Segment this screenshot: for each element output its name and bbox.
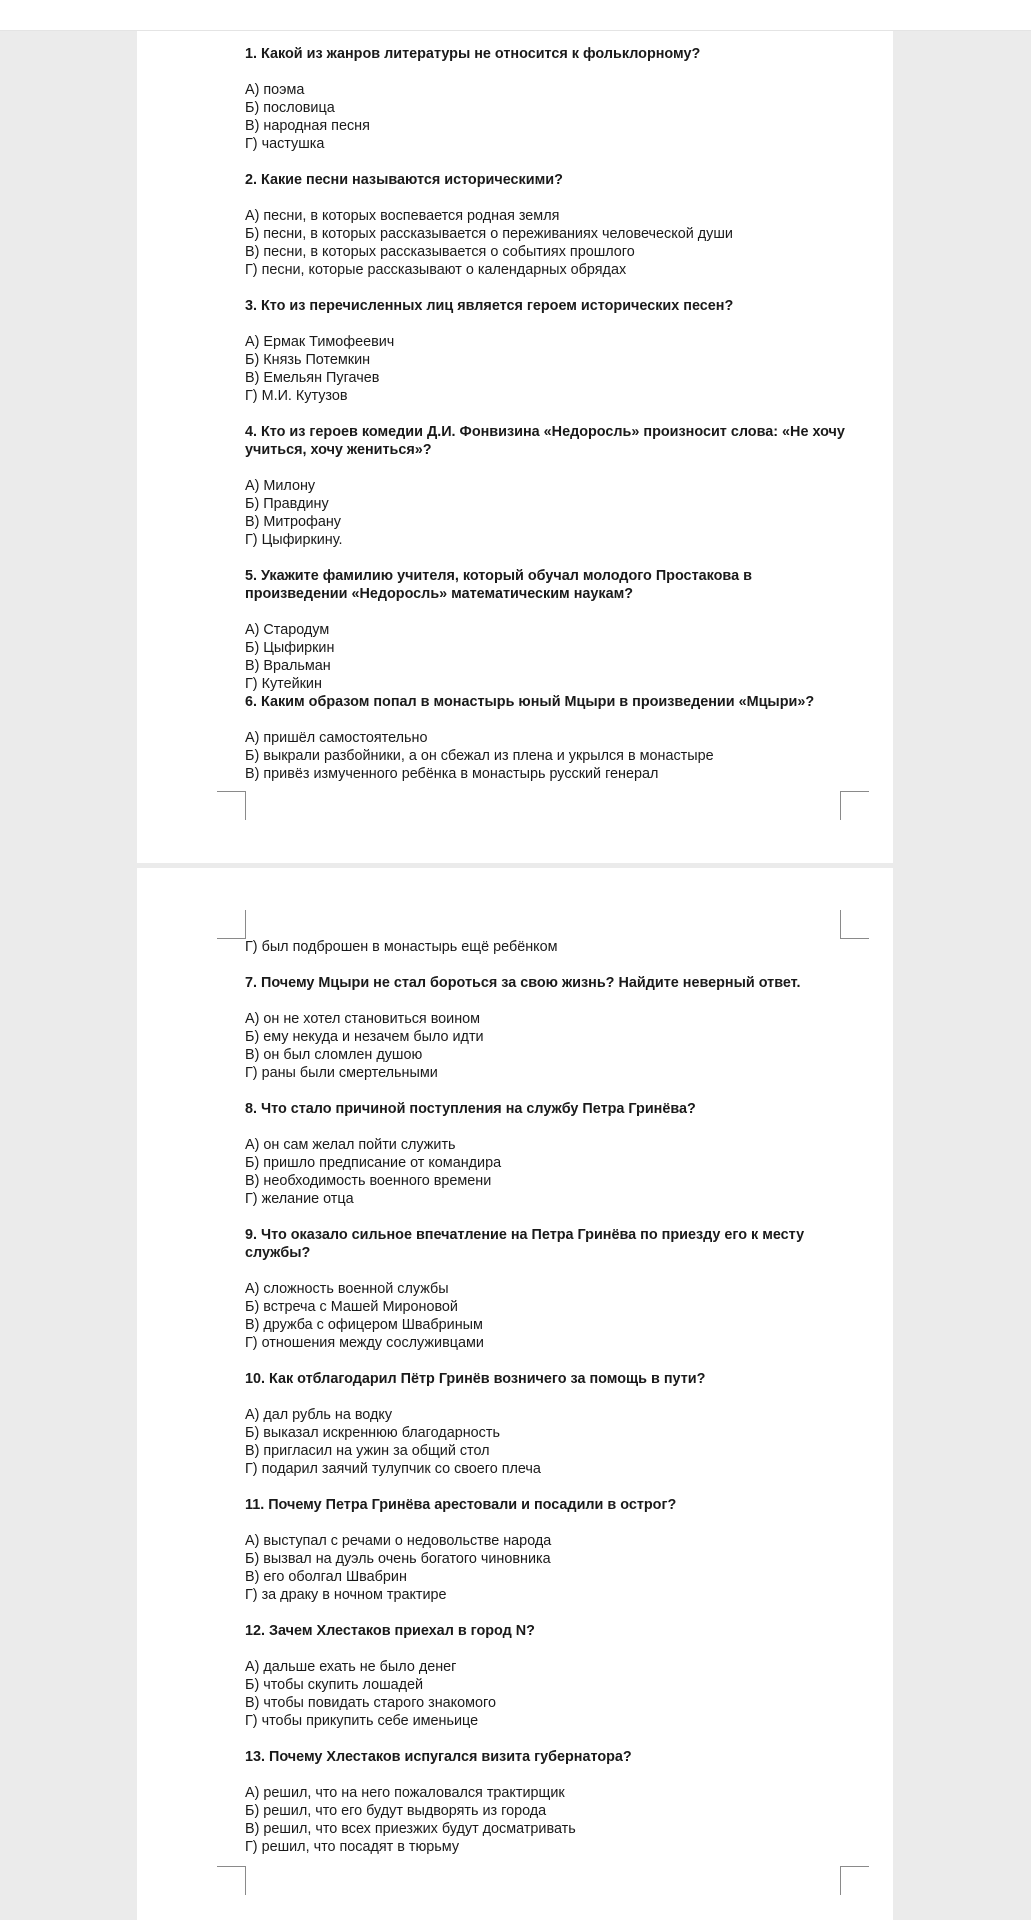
question-text: 2. Какие песни называются историческими? <box>245 172 563 188</box>
answer-option: Г) частушка <box>245 136 325 152</box>
question-text: 3. Кто из перечисленных лиц является героем исторических песен? <box>245 298 734 314</box>
answer-option: Б) чтобы скупить лошадей <box>245 1677 424 1693</box>
document-page-2 <box>137 868 893 1920</box>
answer-option: Б) ему некуда и незачем было идти <box>245 1029 484 1045</box>
answer-option: А) поэма <box>245 82 305 98</box>
question-block <box>245 567 845 693</box>
question-block <box>245 693 845 783</box>
document-page-1 <box>137 31 893 863</box>
answer-option: А) выступал с речами о недовольстве народа <box>245 1533 552 1549</box>
answer-option: В) Емельян Пугачев <box>245 370 380 386</box>
answer-option: А) дальше ехать не было денег <box>245 1659 457 1675</box>
answer-option: А) Милону <box>245 478 316 494</box>
answer-option: А) дал рубль на водку <box>245 1407 393 1423</box>
answer-options <box>245 1136 845 1208</box>
answer-options <box>245 621 845 693</box>
answer-option: Б) выкрали разбойники, а он сбежал из плена и укрылся в монастыре <box>245 748 714 764</box>
answer-option: Г) решил, что посадят в тюрьму <box>245 1839 460 1855</box>
answer-option: Б) Правдину <box>245 496 329 512</box>
question-text: 12. Зачем Хлестаков приехал в город N? <box>245 1623 535 1639</box>
answer-option: Г) отношения между сослуживцами <box>245 1335 484 1351</box>
question-block <box>245 1226 845 1352</box>
margin-corner-top-left <box>217 910 246 939</box>
answer-option: В) Митрофану <box>245 514 341 530</box>
answer-option: Б) пословица <box>245 100 335 116</box>
page-1-content <box>245 45 845 801</box>
question-block <box>245 1748 845 1856</box>
answer-option: В) его оболгал Швабрин <box>245 1569 407 1585</box>
answer-option: Б) Князь Потемкин <box>245 352 371 368</box>
answer-option: Г) раны были смертельными <box>245 1065 438 1081</box>
answer-option: А) решил, что на него пожаловался трактирщик <box>245 1785 565 1801</box>
question-text: 11. Почему Петра Гринёва арестовали и посадили в острог? <box>245 1497 677 1513</box>
margin-corner-bottom-right <box>840 791 869 820</box>
answer-option: А) Ермак Тимофеевич <box>245 334 395 350</box>
answer-option: В) он был сломлен душою <box>245 1047 423 1063</box>
margin-corner-bottom-left <box>217 791 246 820</box>
answer-option: В) Вральман <box>245 658 331 674</box>
question-text: 8. Что стало причиной поступления на службу Петра Гринёва? <box>245 1101 696 1117</box>
question-block <box>245 423 845 549</box>
answer-options <box>245 477 845 549</box>
margin-corner-bottom-right <box>840 1866 869 1895</box>
answer-options <box>245 333 845 405</box>
answer-option: Б) Цыфиркин <box>245 640 335 656</box>
question-block <box>245 45 845 153</box>
answer-options <box>245 1010 845 1082</box>
answer-options <box>245 1406 845 1478</box>
question-block <box>245 1100 845 1208</box>
answer-options <box>245 1658 845 1730</box>
margin-corner-top-right <box>840 910 869 939</box>
answer-option: Б) решил, что его будут выдворять из города <box>245 1803 547 1819</box>
question-text: 10. Как отблагодарил Пётр Гринёв возничего за помощь в пути? <box>245 1371 706 1387</box>
answer-option: А) пришёл самостоятельно <box>245 730 428 746</box>
answer-option: Г) Цыфиркину. <box>245 532 343 548</box>
question-block <box>245 1496 845 1604</box>
answer-option: В) чтобы повидать старого знакомого <box>245 1695 496 1711</box>
top-toolbar-strip <box>0 0 1031 31</box>
answer-options <box>245 207 845 279</box>
question-text: 7. Почему Мцыри не стал бороться за свою жизнь? Найдите неверный ответ. <box>245 975 801 991</box>
answer-option: Г) чтобы прикупить себе именьице <box>245 1713 479 1729</box>
question-text: 1. Какой из жанров литературы не относится к фольклорному? <box>245 46 701 62</box>
answer-option: Б) песни, в которых рассказывается о переживаниях человеческой души <box>245 226 733 242</box>
question-block <box>245 297 845 405</box>
continued-option: Г) был подброшен в монастырь ещё ребёнком <box>245 939 558 955</box>
question-block <box>245 171 845 279</box>
question-text: 13. Почему Хлестаков испугался визита губернатора? <box>245 1749 632 1765</box>
answer-option: Б) выказал искреннюю благодарность <box>245 1425 500 1441</box>
answer-option: Г) Кутейкин <box>245 676 322 692</box>
answer-option: Г) подарил заячий тулупчик со своего плеча <box>245 1461 541 1477</box>
answer-option: А) он сам желал пойти служить <box>245 1137 456 1153</box>
answer-options <box>245 81 845 153</box>
answer-option: Б) встреча с Машей Мироновой <box>245 1299 458 1315</box>
question-block <box>245 974 845 1082</box>
question-text: 4. Кто из героев комедии Д.И. Фонвизина «Недоросль» произносит слова: «Не хочу учиться, хочу жениться»? <box>245 424 845 458</box>
answer-option: Г) за драку в ночном трактире <box>245 1587 447 1603</box>
answer-option: А) Стародум <box>245 622 330 638</box>
question-block <box>245 1370 845 1478</box>
question-text: 9. Что оказало сильное впечатление на Петра Гринёва по приезду его к месту службы? <box>245 1227 805 1261</box>
question-block <box>245 1622 845 1730</box>
answer-options <box>245 1280 845 1352</box>
answer-option: В) дружба с офицером Швабриным <box>245 1317 483 1333</box>
answer-option: В) песни, в которых рассказывается о событиях прошлого <box>245 244 635 260</box>
page-2-content <box>245 938 845 1874</box>
answer-option: Б) пришло предписание от командира <box>245 1155 502 1171</box>
margin-corner-bottom-left <box>217 1866 246 1895</box>
answer-options <box>245 1784 845 1856</box>
answer-option: А) он не хотел становиться воином <box>245 1011 481 1027</box>
answer-option: Г) М.И. Кутузов <box>245 388 348 404</box>
answer-option: Б) вызвал на дуэль очень богатого чиновника <box>245 1551 551 1567</box>
question-text: 5. Укажите фамилию учителя, который обучал молодого Простакова в произведении «Недоросль» математическим наукам? <box>245 568 752 602</box>
answer-option: В) необходимость военного времени <box>245 1173 492 1189</box>
answer-option: В) решил, что всех приезжих будут досматривать <box>245 1821 576 1837</box>
answer-options <box>245 729 845 783</box>
answer-option: В) народная песня <box>245 118 370 134</box>
answer-option: В) пригласил на ужин за общий стол <box>245 1443 490 1459</box>
answer-option: В) привёз измученного ребёнка в монастырь русский генерал <box>245 766 659 782</box>
answer-options <box>245 1532 845 1604</box>
answer-option: А) песни, в которых воспевается родная земля <box>245 208 560 224</box>
answer-option: Г) песни, которые рассказывают о календарных обрядах <box>245 262 627 278</box>
answer-option: А) сложность военной службы <box>245 1281 449 1297</box>
question-text: 6. Каким образом попал в монастырь юный Мцыри в произведении «Мцыри»? <box>245 694 815 710</box>
answer-option: Г) желание отца <box>245 1191 354 1207</box>
